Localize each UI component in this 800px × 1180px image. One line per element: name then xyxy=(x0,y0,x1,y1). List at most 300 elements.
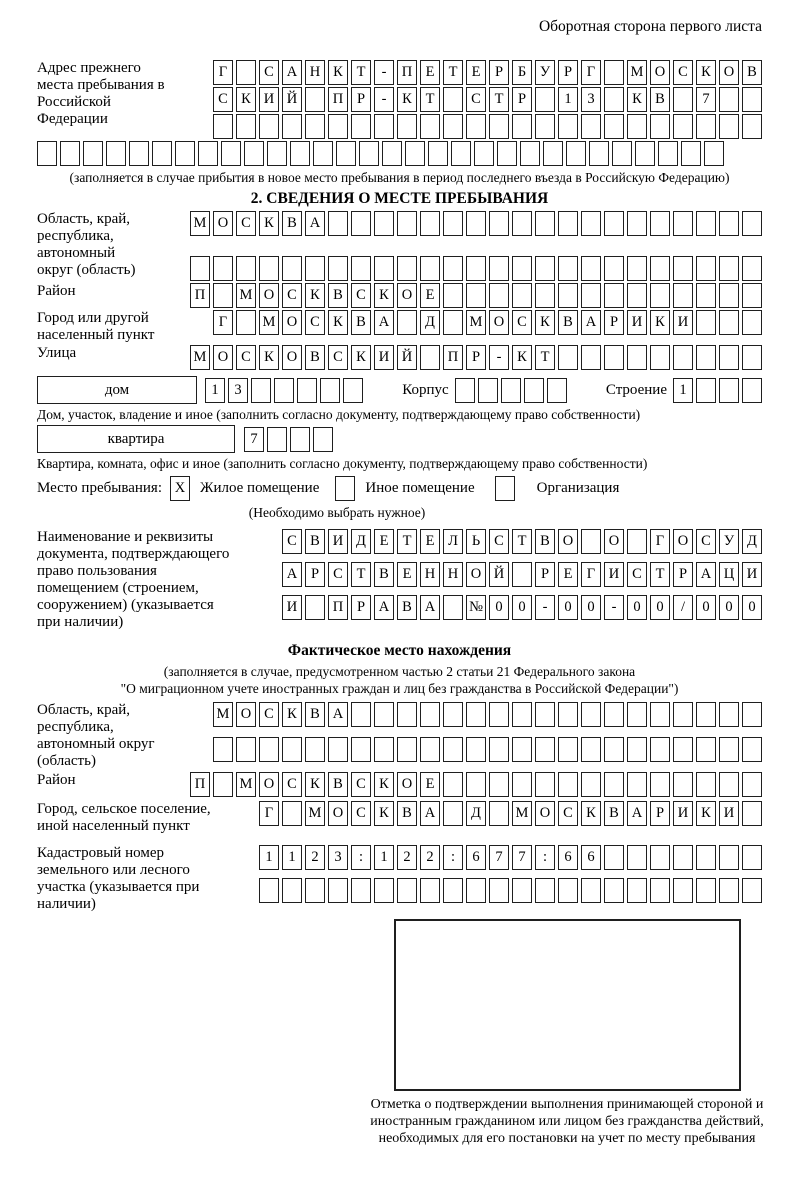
document-label: Наименование и реквизиты документа, подтверждающего право пользования помещением (строением, сооружением) (указывается при наличии) xyxy=(37,529,230,630)
char-box xyxy=(443,878,463,903)
char-box: Т xyxy=(650,562,670,587)
char-box: О xyxy=(282,310,302,335)
char-box xyxy=(512,737,532,762)
street-label: Улица xyxy=(37,345,77,361)
prev-address-note: (заполняется в случае прибытия в новое место пребывания в период последнего въезда в Российскую Федерацию) xyxy=(69,170,730,185)
char-box xyxy=(512,256,532,281)
char-box xyxy=(213,772,233,797)
char-box: : xyxy=(351,845,371,870)
char-box xyxy=(535,772,555,797)
char-box xyxy=(512,211,532,236)
char-box xyxy=(328,737,348,762)
char-box: В xyxy=(328,772,348,797)
char-box: : xyxy=(443,845,463,870)
char-box xyxy=(443,87,463,112)
apartment-type-box: квартира xyxy=(37,425,235,453)
char-box: В xyxy=(374,562,394,587)
char-box xyxy=(627,878,647,903)
char-box xyxy=(489,211,509,236)
char-box xyxy=(466,283,486,308)
char-box xyxy=(397,702,417,727)
char-box: Т xyxy=(443,60,463,85)
char-box: Р xyxy=(558,60,578,85)
char-box: Й xyxy=(489,562,509,587)
char-box: Б xyxy=(512,60,532,85)
char-box: 0 xyxy=(512,595,532,620)
char-box xyxy=(719,878,739,903)
char-box xyxy=(443,772,463,797)
document-row-2 xyxy=(282,562,762,587)
char-box: С xyxy=(236,211,256,236)
char-box: Ь xyxy=(466,529,486,554)
char-box: А xyxy=(581,310,601,335)
char-box: : xyxy=(535,845,555,870)
char-box xyxy=(305,87,325,112)
prev-address-row-2 xyxy=(213,87,762,112)
char-box xyxy=(466,256,486,281)
char-box xyxy=(535,211,555,236)
char-box xyxy=(328,211,348,236)
char-box xyxy=(696,114,716,139)
actual-region-label: Область, край, республика, автономный округ (область) xyxy=(37,702,155,769)
char-box: О xyxy=(328,801,348,826)
char-box xyxy=(650,114,670,139)
char-box xyxy=(704,141,724,166)
char-box: К xyxy=(581,801,601,826)
residential-label: Жилое помещение xyxy=(200,480,320,496)
char-box xyxy=(313,141,333,166)
char-box xyxy=(328,878,348,903)
char-box: К xyxy=(627,87,647,112)
char-box: К xyxy=(328,60,348,85)
char-box xyxy=(535,87,555,112)
char-box xyxy=(236,310,256,335)
char-box: Р xyxy=(604,310,624,335)
char-box: М xyxy=(512,801,532,826)
char-box xyxy=(696,345,716,370)
char-box xyxy=(478,378,498,403)
char-box: М xyxy=(466,310,486,335)
char-box: С xyxy=(282,283,302,308)
char-box: Н xyxy=(305,60,325,85)
char-box xyxy=(351,114,371,139)
char-box xyxy=(466,702,486,727)
char-box xyxy=(627,737,647,762)
char-box: И xyxy=(627,310,647,335)
char-box: С xyxy=(696,529,716,554)
prev-address-row-3 xyxy=(213,114,762,139)
actual-city-field xyxy=(37,801,762,835)
char-box: А xyxy=(696,562,716,587)
char-box xyxy=(604,878,624,903)
char-box: И xyxy=(259,87,279,112)
char-box xyxy=(497,141,517,166)
char-box xyxy=(535,114,555,139)
char-box xyxy=(466,878,486,903)
char-box: Г xyxy=(213,310,233,335)
region-row-2 xyxy=(190,256,762,281)
char-box xyxy=(547,378,567,403)
char-box xyxy=(558,283,578,308)
char-box: 0 xyxy=(581,595,601,620)
char-box xyxy=(489,256,509,281)
char-box xyxy=(581,211,601,236)
street-field xyxy=(37,345,762,370)
char-box xyxy=(489,878,509,903)
char-box: М xyxy=(627,60,647,85)
char-box: О xyxy=(489,310,509,335)
char-box: О xyxy=(213,211,233,236)
char-box: П xyxy=(190,772,210,797)
region-grid xyxy=(190,211,762,281)
char-box: - xyxy=(374,87,394,112)
char-box xyxy=(673,702,693,727)
char-box xyxy=(673,345,693,370)
char-box: 3 xyxy=(328,845,348,870)
char-box: О xyxy=(558,529,578,554)
char-box: В xyxy=(535,529,555,554)
char-box xyxy=(627,211,647,236)
char-box: П xyxy=(397,60,417,85)
char-box: С xyxy=(489,529,509,554)
char-box xyxy=(213,737,233,762)
char-box xyxy=(305,595,325,620)
char-box: К xyxy=(397,87,417,112)
street-row xyxy=(190,345,762,370)
char-box xyxy=(443,801,463,826)
char-box xyxy=(742,256,762,281)
char-box: № xyxy=(466,595,486,620)
char-box: П xyxy=(190,283,210,308)
char-box: П xyxy=(443,345,463,370)
char-box xyxy=(558,211,578,236)
char-box: Т xyxy=(351,60,371,85)
document-row-1 xyxy=(282,529,762,554)
char-box: 3 xyxy=(581,87,601,112)
cadastral-row-2 xyxy=(259,878,762,903)
char-box xyxy=(466,772,486,797)
char-box: К xyxy=(535,310,555,335)
char-box: Н xyxy=(443,562,463,587)
actual-region-grid xyxy=(213,702,762,762)
char-box xyxy=(696,378,716,403)
char-box: - xyxy=(604,595,624,620)
char-box: 2 xyxy=(397,845,417,870)
char-box: 1 xyxy=(673,378,693,403)
city-label: Город или другой населенный пункт xyxy=(37,310,155,343)
char-box: С xyxy=(305,310,325,335)
char-box xyxy=(681,141,701,166)
char-box: Г xyxy=(259,801,279,826)
char-box xyxy=(673,114,693,139)
char-box: Д xyxy=(420,310,440,335)
char-box: Й xyxy=(397,345,417,370)
char-box xyxy=(259,256,279,281)
char-box: М xyxy=(190,211,210,236)
char-box xyxy=(489,114,509,139)
char-box xyxy=(719,283,739,308)
char-box xyxy=(650,256,670,281)
region-field xyxy=(37,211,762,281)
char-box: 1 xyxy=(282,845,302,870)
char-box: Т xyxy=(351,562,371,587)
char-box: О xyxy=(673,529,693,554)
char-box xyxy=(558,737,578,762)
char-box xyxy=(336,141,356,166)
char-box xyxy=(696,283,716,308)
char-box xyxy=(267,427,287,452)
char-box xyxy=(581,737,601,762)
char-box xyxy=(259,737,279,762)
char-box xyxy=(512,702,532,727)
char-box: С xyxy=(466,87,486,112)
char-box: С xyxy=(213,87,233,112)
char-box: С xyxy=(282,772,302,797)
char-box: В xyxy=(397,595,417,620)
char-box xyxy=(236,60,256,85)
char-box: Е xyxy=(466,60,486,85)
char-box xyxy=(37,141,57,166)
char-box: С xyxy=(351,801,371,826)
char-box xyxy=(512,114,532,139)
char-box xyxy=(443,114,463,139)
char-box: Й xyxy=(282,87,302,112)
char-box xyxy=(466,114,486,139)
char-box xyxy=(420,345,440,370)
char-box xyxy=(535,702,555,727)
char-box xyxy=(627,529,647,554)
actual-region-row-2 xyxy=(213,737,762,762)
char-box xyxy=(673,772,693,797)
char-box xyxy=(604,345,624,370)
char-box: О xyxy=(604,529,624,554)
char-box xyxy=(420,211,440,236)
actual-location-title: Фактическое место нахождения xyxy=(287,642,512,659)
cadastral-grid xyxy=(259,845,762,903)
city-row xyxy=(213,310,762,335)
char-box: С xyxy=(282,529,302,554)
char-box xyxy=(267,141,287,166)
char-box: И xyxy=(604,562,624,587)
char-box xyxy=(719,310,739,335)
char-box xyxy=(604,87,624,112)
stay-type-note: (Необходимо выбрать нужное) xyxy=(248,505,426,520)
confirmation-caption: Отметка о подтверждении выполнения принимающей стороной и иностранным гражданином или лицом без гражданства действий, необходимых для его постановки на учет по месту пребывания xyxy=(370,1097,764,1146)
char-box xyxy=(251,378,271,403)
char-box xyxy=(374,114,394,139)
char-box: 1 xyxy=(205,378,225,403)
document-field xyxy=(37,529,762,631)
prev-address-field xyxy=(37,60,762,139)
char-box: Р xyxy=(351,87,371,112)
char-box: Е xyxy=(420,283,440,308)
char-box: А xyxy=(328,702,348,727)
char-box xyxy=(673,737,693,762)
char-box xyxy=(359,141,379,166)
char-box xyxy=(374,211,394,236)
char-box xyxy=(581,702,601,727)
actual-city-label: Город, сельское поселение, иной населенный пункт xyxy=(37,801,211,834)
char-box xyxy=(274,378,294,403)
char-box: Р xyxy=(512,87,532,112)
house-type-box: дом xyxy=(37,376,197,404)
char-box: 2 xyxy=(305,845,325,870)
char-box xyxy=(213,114,233,139)
char-box xyxy=(328,114,348,139)
char-box xyxy=(581,114,601,139)
char-box: В xyxy=(305,702,325,727)
char-box xyxy=(397,878,417,903)
char-box xyxy=(501,378,521,403)
char-box: О xyxy=(466,562,486,587)
char-box: К xyxy=(305,772,325,797)
char-box: 0 xyxy=(696,595,716,620)
char-box xyxy=(719,114,739,139)
char-box xyxy=(581,345,601,370)
char-box xyxy=(558,702,578,727)
char-box xyxy=(719,211,739,236)
char-box xyxy=(742,345,762,370)
char-box: Е xyxy=(558,562,578,587)
actual-district-label: Район xyxy=(37,772,76,788)
char-box xyxy=(742,845,762,870)
char-box: И xyxy=(328,529,348,554)
document-grid xyxy=(282,529,762,620)
char-box: В xyxy=(604,801,624,826)
char-box: О xyxy=(397,283,417,308)
char-box: В xyxy=(305,529,325,554)
char-box xyxy=(627,345,647,370)
char-box xyxy=(512,562,532,587)
char-box: Г xyxy=(650,529,670,554)
char-box xyxy=(420,737,440,762)
char-box: Т xyxy=(420,87,440,112)
char-box: В xyxy=(650,87,670,112)
stay-type-field xyxy=(37,476,762,501)
char-box: В xyxy=(742,60,762,85)
char-box xyxy=(198,141,218,166)
region-label: Область, край, республика, автономный округ (область) xyxy=(37,211,136,278)
char-box: А xyxy=(420,595,440,620)
char-box xyxy=(213,256,233,281)
char-box: М xyxy=(190,345,210,370)
char-box xyxy=(520,141,540,166)
char-box xyxy=(589,141,609,166)
char-box: М xyxy=(236,772,256,797)
char-box xyxy=(374,878,394,903)
char-box: М xyxy=(259,310,279,335)
char-box xyxy=(351,702,371,727)
char-box: О xyxy=(259,283,279,308)
char-box: 0 xyxy=(719,595,739,620)
char-box xyxy=(474,141,494,166)
char-box xyxy=(650,283,670,308)
actual-district-row xyxy=(190,772,762,797)
char-box xyxy=(305,256,325,281)
char-box: И xyxy=(282,595,302,620)
char-box xyxy=(627,283,647,308)
char-box xyxy=(742,801,762,826)
char-box xyxy=(512,878,532,903)
char-box xyxy=(627,702,647,727)
char-box xyxy=(696,211,716,236)
char-box: 1 xyxy=(374,845,394,870)
char-box: О xyxy=(650,60,670,85)
char-box xyxy=(742,211,762,236)
char-box xyxy=(535,737,555,762)
char-box xyxy=(236,256,256,281)
char-box xyxy=(282,114,302,139)
cadastral-label: Кадастровый номер земельного или лесного участка (указывается при наличии) xyxy=(37,845,200,912)
char-box xyxy=(535,878,555,903)
page-header: Оборотная сторона первого листа xyxy=(538,18,762,35)
char-box: О xyxy=(282,345,302,370)
char-box: К xyxy=(650,310,670,335)
char-box: 7 xyxy=(696,87,716,112)
char-box: 0 xyxy=(742,595,762,620)
char-box: 3 xyxy=(228,378,248,403)
char-box xyxy=(742,772,762,797)
char-box xyxy=(558,878,578,903)
char-box: Л xyxy=(443,529,463,554)
district-field xyxy=(37,283,762,308)
char-box: Д xyxy=(466,801,486,826)
char-box xyxy=(627,772,647,797)
char-box xyxy=(106,141,126,166)
char-box xyxy=(313,427,333,452)
char-box: К xyxy=(282,702,302,727)
char-box: Е xyxy=(420,529,440,554)
char-box: В xyxy=(351,310,371,335)
house-field xyxy=(37,376,762,404)
char-box xyxy=(650,772,670,797)
char-box xyxy=(650,345,670,370)
char-box: У xyxy=(719,529,739,554)
char-box xyxy=(719,378,739,403)
district-row xyxy=(190,283,762,308)
char-box xyxy=(604,772,624,797)
house-number-row xyxy=(205,378,363,403)
char-box: К xyxy=(328,310,348,335)
stroenie-label: Строение xyxy=(605,381,667,398)
char-box xyxy=(60,141,80,166)
char-box xyxy=(742,114,762,139)
apartment-field xyxy=(37,425,762,453)
char-box xyxy=(650,702,670,727)
city-field xyxy=(37,310,762,344)
char-box: М xyxy=(213,702,233,727)
char-box xyxy=(512,772,532,797)
char-box xyxy=(558,256,578,281)
char-box xyxy=(351,256,371,281)
char-box: Т xyxy=(512,529,532,554)
region-row-1 xyxy=(190,211,762,236)
actual-city-row xyxy=(259,801,762,826)
char-box: 6 xyxy=(558,845,578,870)
char-box xyxy=(405,141,425,166)
char-box: У xyxy=(535,60,555,85)
char-box xyxy=(604,737,624,762)
actual-location-note-2: "О миграционном учете иностранных граждан и лиц без гражданства в Российской Федерации") xyxy=(120,681,679,696)
char-box xyxy=(282,256,302,281)
char-box xyxy=(535,256,555,281)
char-box xyxy=(696,772,716,797)
char-box: П xyxy=(328,87,348,112)
stroenie-group xyxy=(606,378,762,403)
char-box xyxy=(742,737,762,762)
char-box: И xyxy=(719,801,739,826)
actual-district-field xyxy=(37,772,762,797)
